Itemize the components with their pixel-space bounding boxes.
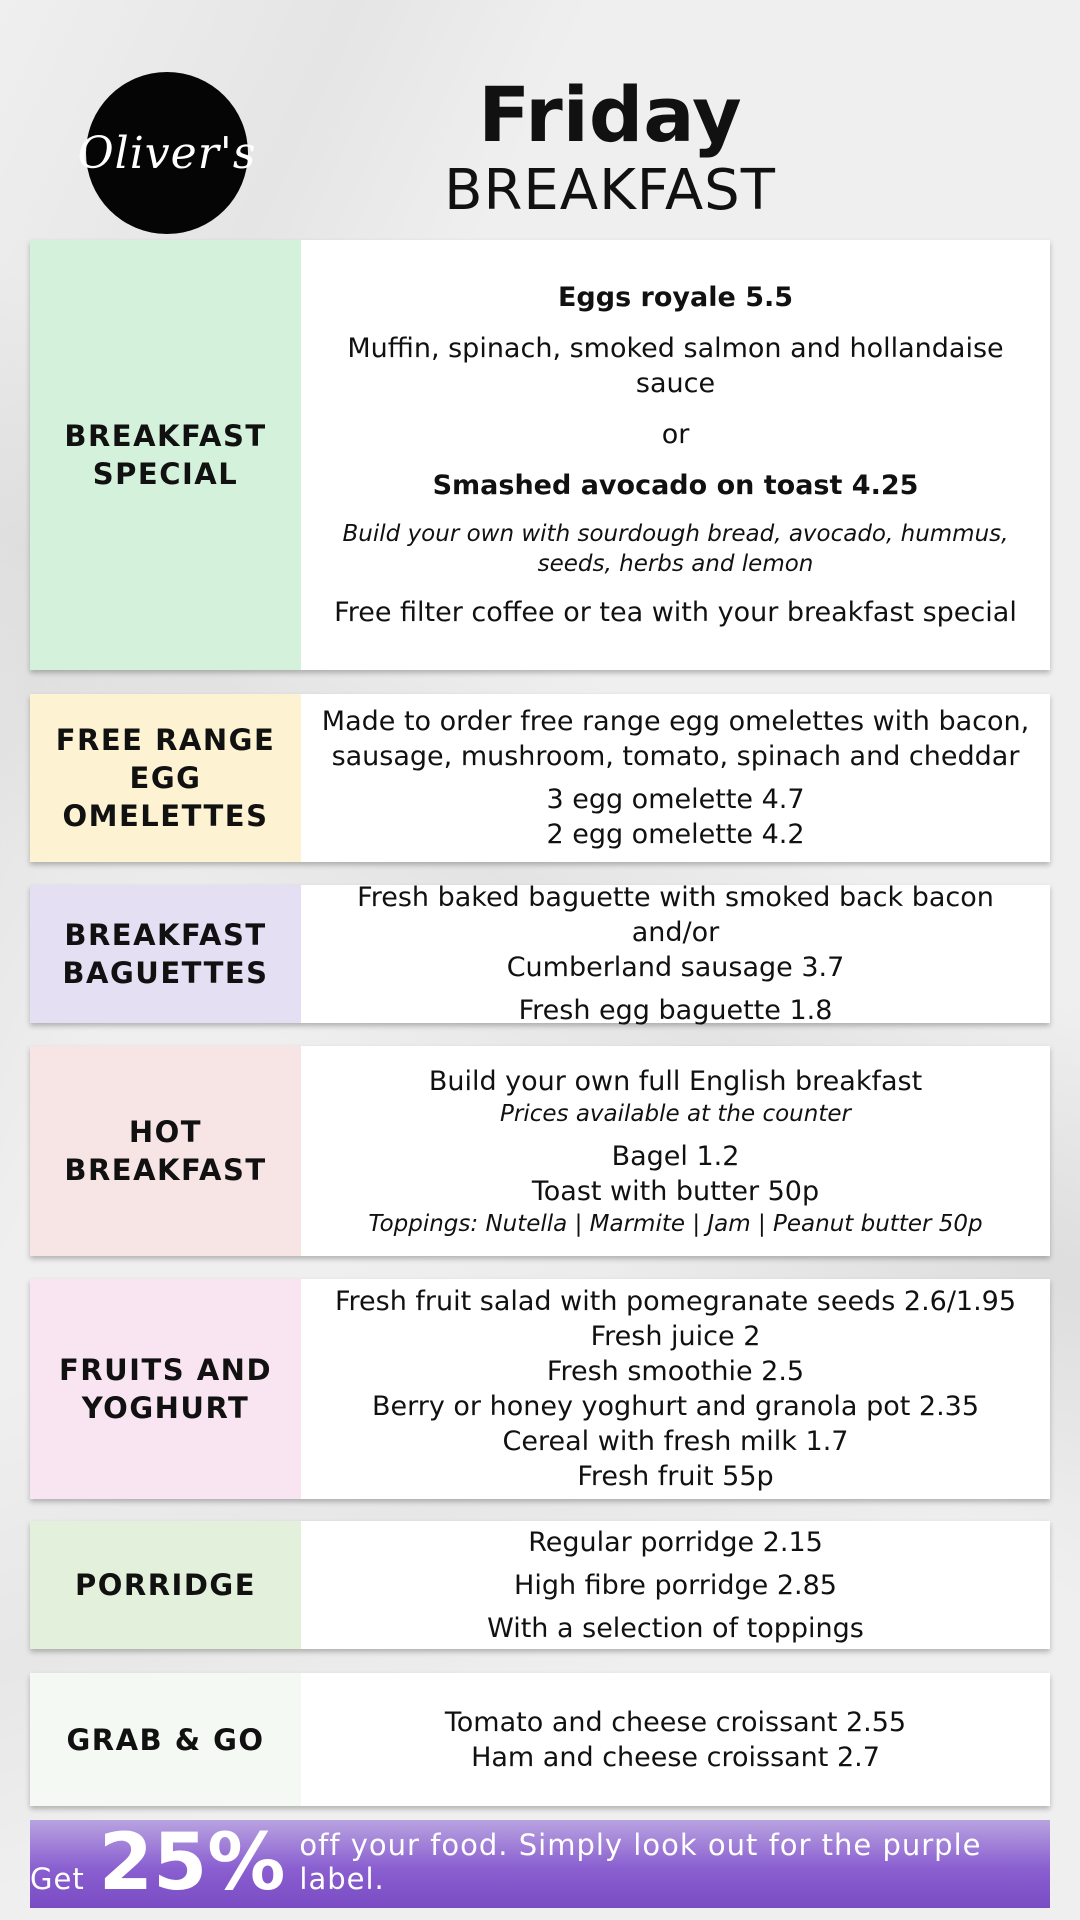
section-content [301,694,1050,862]
section-breakfast-special [30,240,1050,670]
section-porridge [30,1521,1050,1649]
section-label: PORRIDGE [30,1521,301,1649]
menu-item: Eggs royale 5.5 [557,282,794,313]
section-fruits-yoghurt [30,1279,1050,1499]
section-label: FRUITS AND YOGHURT [30,1279,301,1499]
promo-percentage: 25% [98,1818,286,1908]
menu-item: 2 egg omelette 4.2 [546,819,805,850]
menu-item: Build your own full English breakfast [428,1065,923,1097]
menu-item: Berry or honey yoghurt and granola pot 2.35 [371,1391,980,1422]
menu-item: Toast with butter 50p [531,1175,820,1207]
promo-prefix: Get [30,1862,85,1896]
menu-note: Prices available at the counter [500,1100,851,1127]
section-content [301,882,1050,1026]
section-content [301,1521,1050,1649]
menu-item: Cereal with fresh milk 1.7 [502,1426,849,1457]
meal-title: BREAKFAST [444,158,776,223]
menu-item-description: Made to order free range egg omelettes with bacon, [321,706,1030,737]
section-hot-breakfast [30,1046,1050,1256]
menu-item: Fresh egg baguette 1.8 [518,995,833,1026]
menu-note: Toppings: Nutella | Marmite | Jam | Peanut butter 50p [368,1210,983,1237]
promo-text: off your food. Simply look out for the purple label. [299,1828,982,1896]
discount-banner [30,1820,1050,1908]
section-omelettes [30,694,1050,862]
section-label: GRAB & GO [30,1673,301,1806]
menu-header [0,0,1080,240]
menu-item: Fresh fruit salad with pomegranate seeds 2.6/1.95 [334,1286,1017,1317]
menu-item: Fresh baked baguette with smoked back bacon and/or [357,882,994,948]
menu-item-description: seeds, herbs and lemon [537,551,814,577]
menu-item: Tomato and cheese croissant 2.55 [444,1706,907,1738]
section-content [301,1046,1050,1256]
menu-item-description: Build your own with sourdough bread, avocado, hummus, [342,521,1009,547]
menu-text: Free filter coffee or tea with your breakfast special [334,597,1017,628]
section-content [301,1279,1050,1499]
menu-item: Fresh juice 2 [590,1321,761,1352]
section-grab-and-go [30,1673,1050,1806]
section-label: BREAKFAST SPECIAL [30,240,301,670]
olivers-logo: Oliver's [86,72,248,234]
section-label: FREE RANGE EGG OMELETTES [30,694,301,862]
menu-item: Bagel 1.2 [611,1140,740,1172]
section-baguettes [30,882,1050,1026]
menu-item-description: sausage, mushroom, tomato, spinach and cheddar [331,741,1020,772]
menu-item: Cumberland sausage 3.7 [506,952,845,983]
menu-item: Smashed avocado on toast 4.25 [432,470,919,501]
menu-item-description: Muffin, spinach, smoked salmon and hollandaise sauce [347,333,1004,399]
menu-item: 3 egg omelette 4.7 [546,784,805,815]
menu-item: Fresh fruit 55p [577,1461,774,1492]
day-title: Friday [478,70,742,159]
section-label: HOT BREAKFAST [30,1046,301,1256]
menu-item: Regular porridge 2.15 [528,1526,823,1558]
menu-note: With a selection of toppings [487,1612,864,1644]
menu-item: Fresh smoothie 2.5 [546,1356,805,1387]
menu-item: High fibre porridge 2.85 [514,1569,837,1601]
section-content [301,1673,1050,1806]
menu-text: or [661,419,690,450]
section-content [301,240,1050,670]
section-label: BREAKFAST BAGUETTES [30,885,301,1023]
menu-item: Ham and cheese croissant 2.7 [471,1741,880,1773]
